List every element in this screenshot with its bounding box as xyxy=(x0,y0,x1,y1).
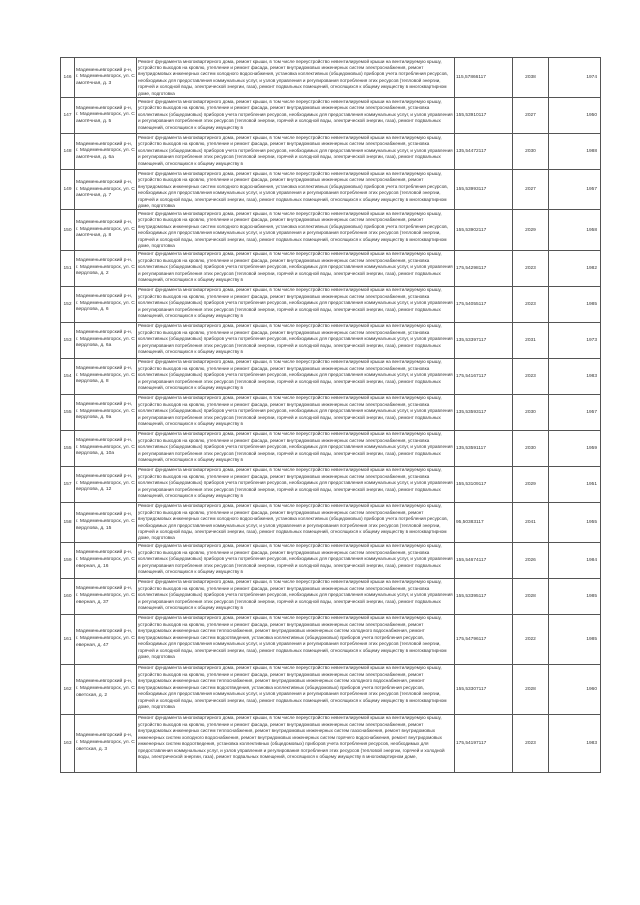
cost-cell: 175,54298117 xyxy=(455,250,513,286)
cost-cell: 135,54472117 xyxy=(455,134,513,170)
cost-cell: 115,57866117 xyxy=(455,58,513,98)
cost-cell: 175,54197117 xyxy=(455,714,513,772)
row-number: 146 xyxy=(61,58,75,98)
planned-year-cell: 2027 xyxy=(513,98,549,134)
cost-cell: 135,53593117 xyxy=(455,394,513,430)
address-cell: Мадеменьевгорский р-н, г. Мадеменьевгорск, ул. Свердлова, д. 6 xyxy=(75,286,137,322)
address-cell: Мадеменьевгорский р-н, г. Мадеменьевгорск, ул. Советская, д. 3 xyxy=(75,714,137,772)
planned-year-cell: 2029 xyxy=(513,210,549,250)
table-row xyxy=(61,664,601,714)
cost-cell: 155,53395117 xyxy=(455,578,513,614)
planned-year-cell: 2031 xyxy=(513,322,549,358)
works-cell: Ремонт фундамента многоквартирного дома, ремонт крыши, в том числе переустройство невентилируемой крыши на вентилируемую крышу, устройство выходов на кровлю, утепление и ремонт фасада, ремонт внутридомовых инженерных систем электроснабжения, установка коллективных (общедомовых) приборов учета потребления ресурсов, необходимых для предоставления коммунальных услуг, и узлов управления и регулирования потребления этих ресурсов (тепловой энергии, горячей и холодной воды, электрической энергии, газа), ремонт подвальных помещений, относящихся к общему имуществу в xyxy=(137,542,455,578)
row-number: 150 xyxy=(61,210,75,250)
works-cell: Ремонт фундамента многоквартирного дома, ремонт крыши, в том числе переустройство невентилируемой крыши на вентилируемую крышу, устройство выходов на кровлю, утепление и ремонт фасада, ремонт внутридомовых инженерных систем электроснабжения, установка коллективных (общедомовых) приборов учета потребления ресурсов, необходимых для предоставления коммунальных услуг, и узлов управления и регулирования потребления этих ресурсов (тепловой энергии, горячей и холодной воды, электрической энергии, газа), ремонт подвальных помещений, относящихся к общему имуществу в xyxy=(137,466,455,502)
table-row xyxy=(61,578,601,614)
works-cell: Ремонт фундамента многоквартирного дома, ремонт крыши, в том числе переустройство невентилируемой крыши на вентилируемую крышу, устройство выходов на кровлю, утепление и ремонт фасада, ремонт внутридомовых инженерных систем электроснабжения, установка коллективных (общедомовых) приборов учета потребления ресурсов, необходимых для предоставления коммунальных услуг, и узлов управления и регулирования потребления этих ресурсов (тепловой энергии, горячей и холодной воды, электрической энергии, газа), ремонт подвальных помещений, относящихся к общему имуществу в xyxy=(137,286,455,322)
table-row xyxy=(61,286,601,322)
planned-year-cell: 2028 xyxy=(513,578,549,614)
cost-cell: 135,53397117 xyxy=(455,322,513,358)
cost-cell: 155,53109117 xyxy=(455,466,513,502)
address-cell: Мадеменьевгорский р-н, г. Мадеменьевгорск, ул. Свердлова, д. 8 xyxy=(75,358,137,394)
address-cell: Мадеменьевгорский р-н, г. Мадеменьевгорск, ул. Свердлова, д. 9а xyxy=(75,394,137,430)
cost-cell: 175,54167117 xyxy=(455,358,513,394)
cost-cell: 155,54674117 xyxy=(455,542,513,578)
repair-program-table xyxy=(60,57,601,773)
table-row xyxy=(61,502,601,542)
row-number: 157 xyxy=(61,466,75,502)
address-cell: Мадеменьевгорский р-н, г. Мадеменьевгорск, ул. Свердлова, д. 12 xyxy=(75,466,137,502)
cost-cell: 155,53307117 xyxy=(455,664,513,714)
table-row xyxy=(61,58,601,98)
works-cell: Ремонт фундамента многоквартирного дома, ремонт крыши, в том числе переустройство невентилируемой крыши на вентилируемую крышу, устройство выходов на кровлю, утепление и ремонт фасада, ремонт внутридомовых инженерных систем электроснабжения, установка коллективных (общедомовых) приборов учета потребления ресурсов, необходимых для предоставления коммунальных услуг, и узлов управления и регулирования потребления этих ресурсов (тепловой энергии, горячей и холодной воды, электрической энергии, газа), ремонт подвальных помещений, относящихся к общему имуществу в xyxy=(137,578,455,614)
table-body xyxy=(61,58,601,773)
table-row xyxy=(61,322,601,358)
address-cell: Мадеменьевгорский р-н, г. Мадеменьевгорск, ул. Самотёчная, д. 6а xyxy=(75,134,137,170)
works-cell: Ремонт фундамента многоквартирного дома, ремонт крыши, в том числе переустройство невентилируемой крыши на вентилируемую крышу, устройство выходов на кровлю, утепление и ремонт фасада, ремонт внутридомовых инженерных систем электроснабжения, установка коллективных (общедомовых) приборов учета потребления ресурсов, необходимых для предоставления коммунальных услуг, и узлов управления и регулирования потребления этих ресурсов (тепловой энергии, горячей и холодной воды, электрической энергии, газа), ремонт подвальных помещений, относящихся к общему имуществу в xyxy=(137,250,455,286)
build-year-cell: 1974 xyxy=(549,58,601,98)
planned-year-cell: 2041 xyxy=(513,502,549,542)
build-year-cell: 1955 xyxy=(549,502,601,542)
works-cell: Ремонт фундамента многоквартирного дома, ремонт крыши, в том числе переустройство невентилируемой крыши на вентилируемую крышу, устройство выходов на кровлю, утепление и ремонт фасада, ремонт внутридомовых инженерных систем электроснабжения, ремонт внутридомовых инженерных систем холодного водоснабжения, установка коллективных (общедомовых) приборов учета потребления ресурсов, необходимых для предоставления коммунальных услуг, и узлов управления и регулирования потребления этих ресурсов (тепловой энергии, горячей и холодной воды, электрической энергии, газа), ремонт подвальных помещений, относящихся к общему имуществу в многоквартирном доме, подготовка xyxy=(137,58,455,98)
table-row xyxy=(61,250,601,286)
planned-year-cell: 2023 xyxy=(513,250,549,286)
address-cell: Мадеменьевгорский р-н, г. Мадеменьевгорск, ул. Советская, д. 2 xyxy=(75,664,137,714)
planned-year-cell: 2030 xyxy=(513,134,549,170)
build-year-cell: 1983 xyxy=(549,714,601,772)
row-number: 151 xyxy=(61,250,75,286)
row-number: 161 xyxy=(61,614,75,664)
planned-year-cell: 2023 xyxy=(513,358,549,394)
cost-cell: 175,54796117 xyxy=(455,614,513,664)
cost-cell: 155,53910117 xyxy=(455,98,513,134)
planned-year-cell: 2023 xyxy=(513,714,549,772)
works-cell: Ремонт фундамента многоквартирного дома, ремонт крыши, в том числе переустройство невентилируемой крыши на вентилируемую крышу, устройство выходов на кровлю, утепление и ремонт фасада, ремонт внутридомовых инженерных систем электроснабжения, установка коллективных (общедомовых) приборов учета потребления ресурсов, необходимых для предоставления коммунальных услуг, и узлов управления и регулирования потребления этих ресурсов (тепловой энергии, горячей и холодной воды, электрической энергии, газа), ремонт подвальных помещений, относящихся к общему имуществу в xyxy=(137,430,455,466)
address-cell: Мадеменьевгорский р-н, г. Мадеменьевгорск, ул. Свердлова, д. 10а xyxy=(75,430,137,466)
address-cell: Мадеменьевгорский р-н, г. Мадеменьевгорск, ул. Свердлова, д. 6а xyxy=(75,322,137,358)
table-row xyxy=(61,210,601,250)
table-row xyxy=(61,430,601,466)
works-cell: Ремонт фундамента многоквартирного дома, ремонт крыши, в том числе переустройство невентилируемой крыши на вентилируемую крышу, устройство выходов на кровлю, утепление и ремонт фасада, ремонт внутридомовых инженерных систем электроснабжения, ремонт внутридомовых инженерных систем теплоснабжения, ремонт внутридомовых инженерных систем холодного водоснабжения, ремонт внутридомовых инженерных систем водоотведения, установка коллективных (общедомовых) приборов учета потребления ресурсов, необходимых для предоставления коммунальных услуг, и узлов управления и регулирования потребления этих ресурсов (тепловой энергии, горячей и холодной воды, электрической энергии, газа), ремонт подвальных помещений, относящихся к общему имуществу в многоквартирном доме, подготовка xyxy=(137,664,455,714)
works-cell: Ремонт фундамента многоквартирного дома, ремонт крыши, в том числе переустройство невентилируемой крыши на вентилируемую крышу, устройство выходов на кровлю, утепление и ремонт фасада, ремонт внутридомовых инженерных систем электроснабжения, ремонт внутридомовых инженерных систем теплоснабжения, ремонт внутридомовых инженерных систем холодного водоснабжения, ремонт внутридомовых инженерных систем водоотведения, установка коллективных (общедомовых) приборов учета потребления ресурсов, необходимых для предоставления коммунальных услуг, и узлов управления и регулирования потребления этих ресурсов (тепловой энергии, горячей и холодной воды, электрической энергии, газа), ремонт подвальных помещений, относящихся к общему имуществу в многоквартирном доме, подготовка xyxy=(137,614,455,664)
build-year-cell: 1988 xyxy=(549,134,601,170)
build-year-cell: 1958 xyxy=(549,210,601,250)
row-number: 163 xyxy=(61,714,75,772)
table-row xyxy=(61,542,601,578)
build-year-cell: 1984 xyxy=(549,542,601,578)
works-cell: Ремонт фундамента многоквартирного дома, ремонт крыши, в том числе переустройство невентилируемой крыши на вентилируемую крышу, устройство выходов на кровлю, утепление и ремонт фасада, ремонт внутридомовых инженерных систем электроснабжения, ремонт внутридомовых инженерных систем холодного водоснабжения, установка коллективных (общедомовых) приборов учета потребления ресурсов, необходимых для предоставления коммунальных услуг, и узлов управления и регулирования потребления этих ресурсов (тепловой энергии, горячей и холодной воды, электрической энергии, газа), ремонт подвальных помещений, относящихся к общему имуществу в многоквартирном доме, подготовка xyxy=(137,210,455,250)
row-number: 147 xyxy=(61,98,75,134)
table-row xyxy=(61,466,601,502)
address-cell: Мадеменьевгорский р-н, г. Мадеменьевгорск, ул. Самотёчная, д. 8 xyxy=(75,210,137,250)
build-year-cell: 1982 xyxy=(549,250,601,286)
planned-year-cell: 2022 xyxy=(513,614,549,664)
works-cell: Ремонт фундамента многоквартирного дома, ремонт крыши, в том числе переустройство невентилируемой крыши на вентилируемую крышу, устройство выходов на кровлю, утепление и ремонт фасада, ремонт внутридомовых инженерных систем электроснабжения, ремонт внутридомовых инженерных систем холодного водоснабжения, установка коллективных (общедомовых) приборов учета потребления ресурсов, необходимых для предоставления коммунальных услуг, и узлов управления и регулирования потребления этих ресурсов (тепловой энергии, горячей и холодной воды, электрической энергии, газа), ремонт подвальных помещений, относящихся к общему имуществу в многоквартирном доме, подготовка xyxy=(137,170,455,210)
address-cell: Мадеменьевгорский р-н, г. Мадеменьевгорск, ул. Самотёчная, д. 5 xyxy=(75,98,137,134)
works-cell: Ремонт фундамента многоквартирного дома, ремонт крыши, в том числе переустройство невентилируемой крыши на вентилируемую крышу, устройство выходов на кровлю, утепление и ремонт фасада, ремонт внутридомовых инженерных систем электроснабжения, ремонт внутридомовых инженерных систем холодного водоснабжения, установка коллективных (общедомовых) приборов учета потребления ресурсов, необходимых для предоставления коммунальных услуг, и узлов управления и регулирования потребления этих ресурсов (тепловой энергии, горячей и холодной воды, электрической энергии, газа), ремонт подвальных помещений, относящихся к общему имуществу в многоквартирном доме, подготовка xyxy=(137,502,455,542)
cost-cell: 95,50383117 xyxy=(455,502,513,542)
cost-cell: 135,53591117 xyxy=(455,430,513,466)
address-cell: Мадеменьевгорский р-н, г. Мадеменьевгорск, ул. Самотёчная, д. 7 xyxy=(75,170,137,210)
build-year-cell: 1985 xyxy=(549,286,601,322)
address-cell: Мадеменьевгорский р-н, г. Мадеменьевгорск, ул. Свердлова, д. 2 xyxy=(75,250,137,286)
row-number: 155 xyxy=(61,394,75,430)
table-row xyxy=(61,394,601,430)
document-page xyxy=(60,57,600,773)
planned-year-cell: 2026 xyxy=(513,542,549,578)
build-year-cell: 1983 xyxy=(549,358,601,394)
planned-year-cell: 2038 xyxy=(513,58,549,98)
works-cell: Ремонт фундамента многоквартирного дома, ремонт крыши, в том числе переустройство невентилируемой крыши на вентилируемую крышу, устройство выходов на кровлю, утепление и ремонт фасада, ремонт внутридомовых инженерных систем электроснабжения, установка коллективных (общедомовых) приборов учета потребления ресурсов, необходимых для предоставления коммунальных услуг, и узлов управления и регулирования потребления этих ресурсов (тепловой энергии, горячей и холодной воды, электрической энергии, газа), ремонт подвальных помещений, относящихся к общему имуществу в xyxy=(137,394,455,430)
planned-year-cell: 2028 xyxy=(513,664,549,714)
row-number: 154 xyxy=(61,358,75,394)
address-cell: Мадеменьевгорский р-н, г. Мадеменьевгорск, ул. Северная, д. 37 xyxy=(75,578,137,614)
build-year-cell: 1985 xyxy=(549,614,601,664)
row-number: 159 xyxy=(61,542,75,578)
works-cell: Ремонт фундамента многоквартирного дома, ремонт крыши, в том числе переустройство невентилируемой крыши на вентилируемую крышу, устройство выходов на кровлю, утепление и ремонт фасада, ремонт внутридомовых инженерных систем электроснабжения, установка коллективных (общедомовых) приборов учета потребления ресурсов, необходимых для предоставления коммунальных услуг, и узлов управления и регулирования потребления этих ресурсов (тепловой энергии, горячей и холодной воды, электрической энергии, газа), ремонт подвальных помещений, относящихся к общему имуществу в xyxy=(137,322,455,358)
address-cell: Мадеменьевгорский р-н, г. Мадеменьевгорск, ул. Северная, д. 47 xyxy=(75,614,137,664)
planned-year-cell: 2027 xyxy=(513,170,549,210)
build-year-cell: 1957 xyxy=(549,170,601,210)
cost-cell: 155,53902117 xyxy=(455,210,513,250)
planned-year-cell: 2023 xyxy=(513,286,549,322)
table-row xyxy=(61,714,601,772)
address-cell: Мадеменьевгорский р-н, г. Мадеменьевгорск, ул. Свердлова, д. 15 xyxy=(75,502,137,542)
row-number: 162 xyxy=(61,664,75,714)
works-cell: Ремонт фундамента многоквартирного дома, ремонт крыши, в том числе переустройство невентилируемой крыши на вентилируемую крышу, устройство выходов на кровлю, утепление и ремонт фасада, ремонт внутридомовых инженерных систем электроснабжения, установка коллективных (общедомовых) приборов учета потребления ресурсов, необходимых для предоставления коммунальных услуг, и узлов управления и регулирования потребления этих ресурсов (тепловой энергии, горячей и холодной воды, электрической энергии, газа), ремонт подвальных помещений, относящихся к общему имуществу в xyxy=(137,358,455,394)
build-year-cell: 1957 xyxy=(549,394,601,430)
works-cell: Ремонт фундамента многоквартирного дома, ремонт крыши, в том числе переустройство невентилируемой крыши на вентилируемую крышу, устройство выходов на кровлю, утепление и ремонт фасада, ремонт внутридомовых инженерных систем электроснабжения, установка коллективных (общедомовых) приборов учета потребления ресурсов, необходимых для предоставления коммунальных услуг, и узлов управления и регулирования потребления этих ресурсов (тепловой энергии, горячей и холодной воды, электрической энергии, газа), ремонт подвальных помещений, относящихся к общему имуществу в xyxy=(137,134,455,170)
table-row xyxy=(61,614,601,664)
address-cell: Мадеменьевгорский р-н, г. Мадеменьевгорск, ул. Северная, д. 16 xyxy=(75,542,137,578)
row-number: 155 xyxy=(61,430,75,466)
build-year-cell: 1973 xyxy=(549,322,601,358)
row-number: 153 xyxy=(61,322,75,358)
table-row xyxy=(61,98,601,134)
table-row xyxy=(61,358,601,394)
build-year-cell: 1960 xyxy=(549,664,601,714)
row-number: 152 xyxy=(61,286,75,322)
works-cell: Ремонт фундамента многоквартирного дома, ремонт крыши, в том числе переустройство невентилируемой крыши на вентилируемую крышу, устройство выходов на кровлю, утепление и ремонт фасада, ремонт внутридомовых инженерных систем электроснабжения, ремонт внутридомовых инженерных систем теплоснабжения, ремонт внутридомовых инженерных систем газоснабжения, ремонт внутридомовых инженерных систем холодного водоснабжения, ремонт внутридомовых инженерных систем горячего водоснабжения, ремонт внутридомовых инженерных систем водоотведения, установка коллективных (общедомовых) приборов учета потребления ресурсов, необходимых для предоставления коммунальных услуг, и узлов управления и регулирования потребления этих ресурсов (тепловой энергии, горячей и холодной воды, электрической энергии, газа), ремонт подвальных помещений, относящихся к общему имуществу в многоквартирном доме, xyxy=(137,714,455,772)
build-year-cell: 1959 xyxy=(549,430,601,466)
planned-year-cell: 2030 xyxy=(513,394,549,430)
row-number: 149 xyxy=(61,170,75,210)
cost-cell: 155,53993117 xyxy=(455,170,513,210)
planned-year-cell: 2029 xyxy=(513,466,549,502)
row-number: 148 xyxy=(61,134,75,170)
planned-year-cell: 2030 xyxy=(513,430,549,466)
works-cell: Ремонт фундамента многоквартирного дома, ремонт крыши, в том числе переустройство невентилируемой крыши на вентилируемую крышу, устройство выходов на кровлю, утепление и ремонт фасада, ремонт внутридомовых инженерных систем электроснабжения, установка коллективных (общедомовых) приборов учета потребления ресурсов, необходимых для предоставления коммунальных услуг, и узлов управления и регулирования потребления этих ресурсов (тепловой энергии, горячей и холодной воды, электрической энергии, газа), ремонт подвальных помещений, относящихся к общему имуществу в xyxy=(137,98,455,134)
row-number: 160 xyxy=(61,578,75,614)
build-year-cell: 1950 xyxy=(549,98,601,134)
cost-cell: 175,54055117 xyxy=(455,286,513,322)
row-number: 158 xyxy=(61,502,75,542)
address-cell: Мадеменьевгорский р-н, г. Мадеменьевгорск, ул. Самотёчная, д. 3 xyxy=(75,58,137,98)
table-row xyxy=(61,134,601,170)
table-row xyxy=(61,170,601,210)
build-year-cell: 1985 xyxy=(549,578,601,614)
build-year-cell: 1951 xyxy=(549,466,601,502)
